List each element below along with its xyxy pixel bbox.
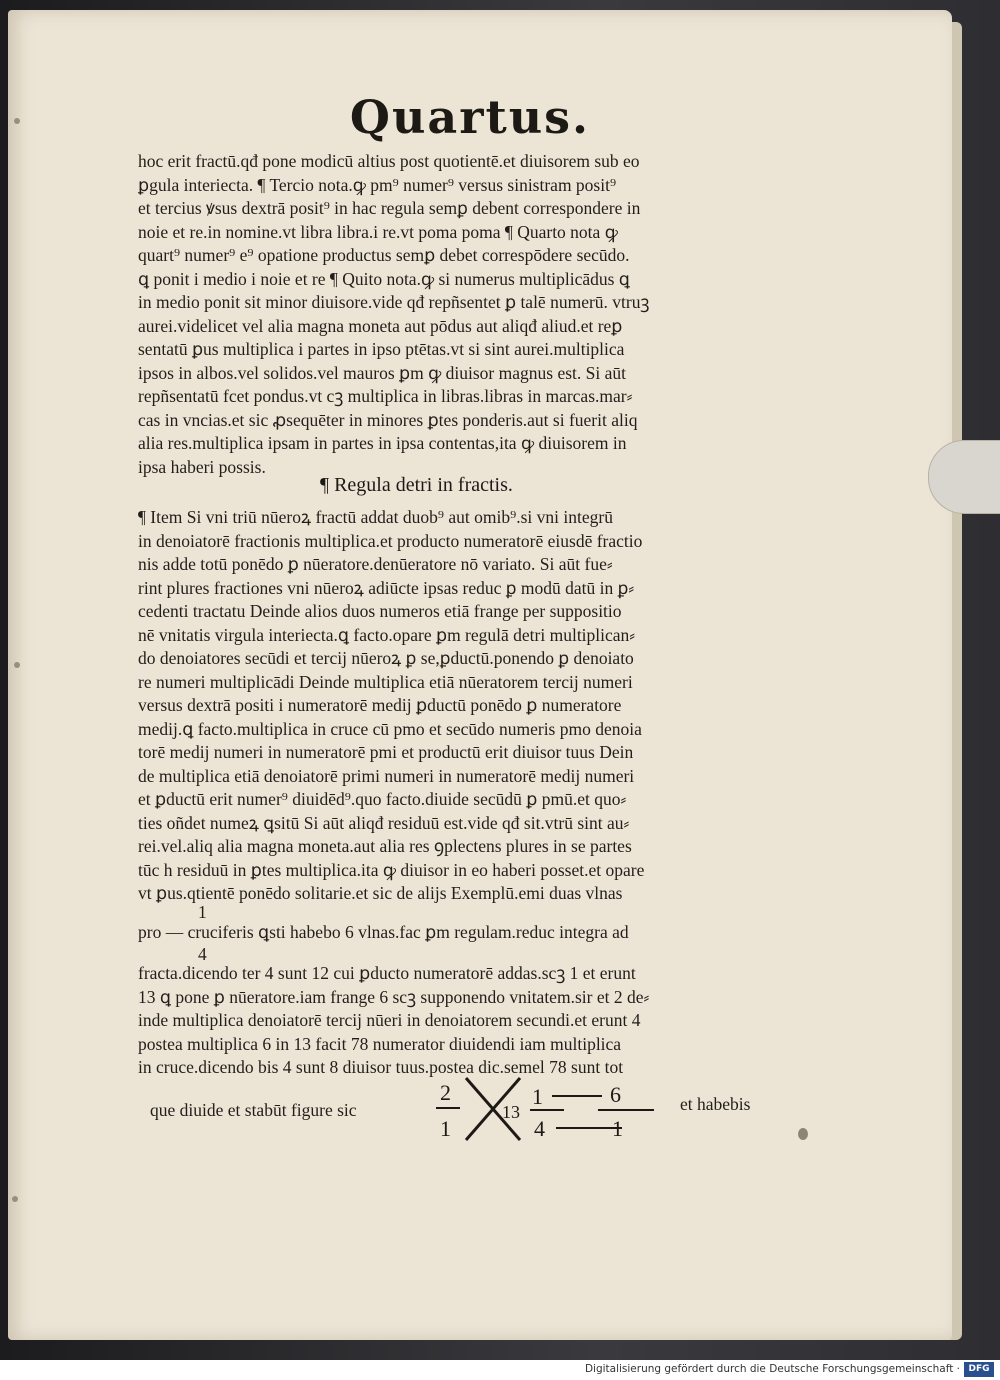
text-line: aurei.videlicet vel alia magna moneta aut pōdus aut aliqđ aliud.et reꝑ (138, 315, 623, 336)
figure-c-numerator: 6 (610, 1082, 621, 1107)
text-line: ipsa haberi possis. (138, 456, 266, 477)
text-line: 13 ꝗ pone ꝑ nūeratore.iam frange 6 scꝫ supponendo vnitatem.sir et 2 de⸗ (138, 986, 650, 1007)
text-line: medij.ꝗ facto.multiplica in cruce cū pmo et secūdo numeris pmo denoia (138, 718, 642, 739)
text-line: torē medij numeri in numeratorē pmi et productū erit diuisor tuus Dein (138, 742, 634, 762)
figure-b-numerator: 13 (502, 1102, 520, 1122)
text-line: et ꝑductū erit numer⁹ diuidēd⁹.quo facto.diuide secūdū ꝑ pmū.et quo⸗ (138, 789, 627, 809)
fraction-numerator: 1 (198, 902, 207, 922)
binding-hole (14, 662, 20, 668)
page-heading: Quartus. (349, 90, 591, 144)
text-line: sentatū ꝑus multiplica i partes in ipso ptētas.vt si sint aurei.multiplica (138, 339, 625, 359)
text-line: et tercius ꝟsus dextrā posit⁹ in hac regula semꝑ debent correspondere in (138, 198, 641, 218)
text-line: cedenti tractatu Deinde alios duos numeros etiā frange per suppositio (138, 601, 622, 621)
text-line: ꝗ ponit i medio i noie et re ¶ Quito nota.ꝙ si numerus multiplicādus ꝗ (138, 268, 630, 289)
section-subheading: ¶ Regula detri in fractis. (320, 474, 513, 496)
text-line: tūc h residuū in ꝑtes multiplica.ita ꝙ diuisor in eo haberi posset.et opare (138, 859, 645, 880)
text-line: de multiplica etiā denoiatorē primi numeri in numeratorē medij numeri (138, 765, 635, 786)
closing-text-end: et habebis (680, 1094, 751, 1114)
funding-credit: Digitalisierung gefördert durch die Deutsche Forschungsgemeinschaft · (584, 1363, 960, 1375)
text-line: nis adde totū ponēdo ꝑ nūeratore.denūeratore nō variato. Si aūt fue⸗ (138, 554, 613, 574)
text-line: postea multiplica 6 in 13 facit 78 numerator diuidendi iam multiplica (138, 1033, 622, 1054)
text-line: re numeri multiplicādi Deinde multiplica etiā nūeratorem tercij numeri (138, 671, 633, 692)
text-line: in medio ponit sit minor diuisore.vide qđ repñsentet ꝑ talē numerū. vtruꝫ (138, 292, 650, 312)
text-line: alia res.multiplica ipsam in partes in ipsa contentas,ita ꝙ diuisorem in (138, 433, 627, 453)
scanner-tab (928, 440, 1000, 514)
dfg-logo: DFG (964, 1362, 994, 1377)
binding-hole (12, 1196, 18, 1202)
figure-a-numerator: 2 (440, 1080, 451, 1105)
paragraph-3 (138, 962, 778, 1080)
figure-b-denominator: 4 (534, 1116, 545, 1141)
text-line: quart⁹ numer⁹ e⁹ opatione productus semꝑ debet correspōdere secūdo. (138, 245, 630, 265)
text-line: ipsos in albos.vel solidos.vel mauros ꝑm ꝙ diuisor magnus est. Si aūt (138, 362, 626, 383)
closing-text: que diuide et stabūt figure sic (150, 1100, 357, 1120)
text-line: versus dextrā positi i numeratorē medij ꝑductū ponēdo ꝑ numeratore (138, 695, 622, 715)
fraction-line (138, 902, 778, 962)
text-line: nē vnitatis virgula interiecta.ꝗ facto.opare ꝑm regulā detri multiplican⸗ (138, 624, 636, 645)
fraction-denominator: 4 (198, 944, 207, 964)
fraction-text: pro — cruciferis ꝗsti habebo 6 vlnas.fac ꝑm regulam.reduc integra ad (138, 922, 629, 942)
text-line: in cruce.dicendo bis 4 sunt 8 diuisor tuus.postea dic.semel 78 sunt tot (138, 1057, 624, 1077)
text-line: rint plures fractiones vni nūeroꝝ adiūcte ipsas reduc ꝑ modū datū in ꝑ⸗ (138, 577, 635, 598)
paper-hole (798, 1128, 808, 1140)
text-line: ꝑgula interiecta. ¶ Tercio nota.ꝙ pm⁹ numer⁹ versus sinistram posit⁹ (138, 174, 617, 195)
text-line: ties oñdet numeꝝ ꝗsitū Si aūt aliqđ residuū est.vide qđ sit.vtrū sint au⸗ (138, 812, 630, 833)
text-line: hoc erit fractū.qđ pone modicū altius post quotientē.et diuisorem sub eo (138, 151, 640, 171)
figure-a-denominator: 1 (440, 1116, 451, 1141)
figure-b-top: 1 (532, 1084, 543, 1109)
text-line: fracta.dicendo ter 4 sunt 12 cui ꝑducto numeratorē addas.scꝫ 1 et erunt (138, 963, 636, 983)
text-line: noie et re.in nomine.vt libra libra.i re.vt poma poma ¶ Quarto nota ꝙ (138, 221, 618, 242)
paragraph-1 (138, 150, 778, 479)
text-line: in denoiatorē fractionis multiplica.et producto numeratorē eiusdē fractio (138, 530, 643, 551)
text-line: cas in vncias.et sic ꝓsequēter in minores ꝑtes ponderis.aut si fuerit aliq (138, 409, 638, 430)
text-line: inde multiplica denoiatorē tercij nūeri in denoiatorem secundi.et erunt 4 (138, 1010, 641, 1030)
text-line: repñsentatū fcet pondus.vt cꝫ multiplica in libras.libras in marcas.mar⸗ (138, 386, 633, 406)
text-line: do denoiatores secūdi et tercij nūeroꝝ ꝑ se,ꝑductū.ponendo ꝑ denoiato (138, 648, 634, 668)
paragraph-2 (138, 506, 778, 906)
figure-c-denominator: 1 (612, 1116, 623, 1141)
binding-hole (14, 118, 20, 124)
text-line: vt ꝑus.qtientē ponēdo solitarie.et sic de alijs Exemplū.emi duas vlnas (138, 883, 623, 903)
cross-multiplication-figure (432, 1070, 662, 1150)
text-line: ¶ Item Si vni triū nūeroꝝ fractū addat duob⁹ aut omib⁹.si vni integrū (138, 507, 613, 527)
text-line: rei.vel.aliq alia magna moneta.aut alia res ꝯplectens plures in se partes (138, 836, 632, 856)
